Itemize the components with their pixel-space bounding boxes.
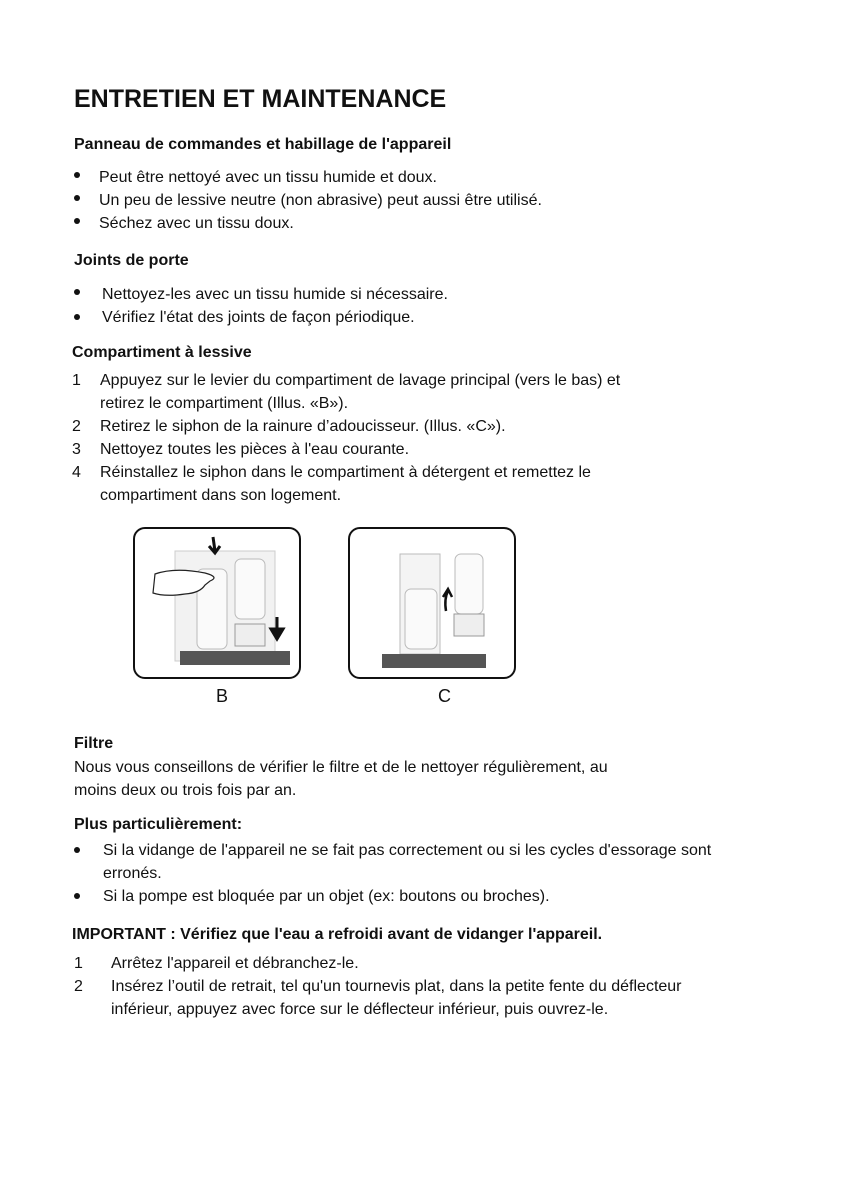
- step-number: 1: [74, 955, 83, 972]
- illustration-label-b: B: [216, 686, 229, 706]
- page-title: ENTRETIEN ET MAINTENANCE: [74, 85, 447, 113]
- important-heading: IMPORTANT : Vérifiez que l'eau a refroidi avant de vidanger l'appareil.: [72, 926, 603, 943]
- list-item: Nettoyez-les avec un tissu humide si nécessaire.: [102, 286, 448, 303]
- list-item: Si la vidange de l'appareil ne se fait pas correctement ou si les cycles d'essorage sont: [103, 842, 712, 859]
- illustration-b: [133, 527, 301, 679]
- bullet-icon: [74, 218, 80, 224]
- step-text: Retirez le siphon de la rainure d’adoucisseur. (Illus. «C»).: [100, 418, 506, 435]
- list-item: Si la pompe est bloquée par un objet (ex: boutons ou broches).: [103, 888, 550, 905]
- bullet-icon: [74, 195, 80, 201]
- section-heading-particularly: Plus particulièrement:: [74, 816, 243, 833]
- step-text: compartiment dans son logement.: [100, 487, 342, 504]
- step-text: Insérez l’outil de retrait, tel qu'un tournevis plat, dans la petite fente du déflecteur: [111, 978, 682, 995]
- step-number: 2: [74, 978, 83, 995]
- bullet-icon: [74, 847, 80, 853]
- step-text: Nettoyez toutes les pièces à l'eau courante.: [100, 441, 410, 458]
- step-number: 1: [72, 372, 81, 389]
- section-heading-control-panel: Panneau de commandes et habillage de l'appareil: [74, 136, 452, 153]
- step-number: 4: [72, 464, 81, 481]
- bullet-icon: [74, 314, 80, 320]
- step-text: Réinstallez le siphon dans le compartiment à détergent et remettez le: [100, 464, 591, 481]
- bullet-icon: [74, 289, 80, 295]
- step-text: Arrêtez l'appareil et débranchez-le.: [111, 955, 359, 972]
- step-text: retirez le compartiment (Illus. «B»).: [100, 395, 349, 412]
- list-item: Vérifiez l'état des joints de façon périodique.: [102, 309, 415, 326]
- step-number: 2: [72, 418, 81, 435]
- list-item: Peut être nettoyé avec un tissu humide et doux.: [99, 169, 437, 186]
- step-text: inférieur, appuyez avec force sur le déflecteur inférieur, puis ouvrez-le.: [111, 1001, 609, 1018]
- paragraph-line: moins deux ou trois fois par an.: [74, 782, 297, 799]
- illustration-label-c: C: [438, 686, 451, 706]
- list-item: Un peu de lessive neutre (non abrasive) peut aussi être utilisé.: [99, 192, 542, 209]
- step-text: Appuyez sur le levier du compartiment de lavage principal (vers le bas) et: [100, 372, 621, 389]
- step-number: 3: [72, 441, 81, 458]
- section-heading-detergent-drawer: Compartiment à lessive: [72, 344, 252, 361]
- paragraph-line: Nous vous conseillons de vérifier le filtre et de le nettoyer régulièrement, au: [74, 759, 608, 776]
- bullet-icon: [74, 172, 80, 178]
- bullet-icon: [74, 893, 80, 899]
- list-item: Séchez avec un tissu doux.: [99, 215, 294, 232]
- section-heading-filter: Filtre: [74, 735, 114, 752]
- section-heading-door-seals: Joints de porte: [74, 252, 189, 269]
- list-item: erronés.: [103, 865, 162, 882]
- illustration-c: [348, 527, 516, 679]
